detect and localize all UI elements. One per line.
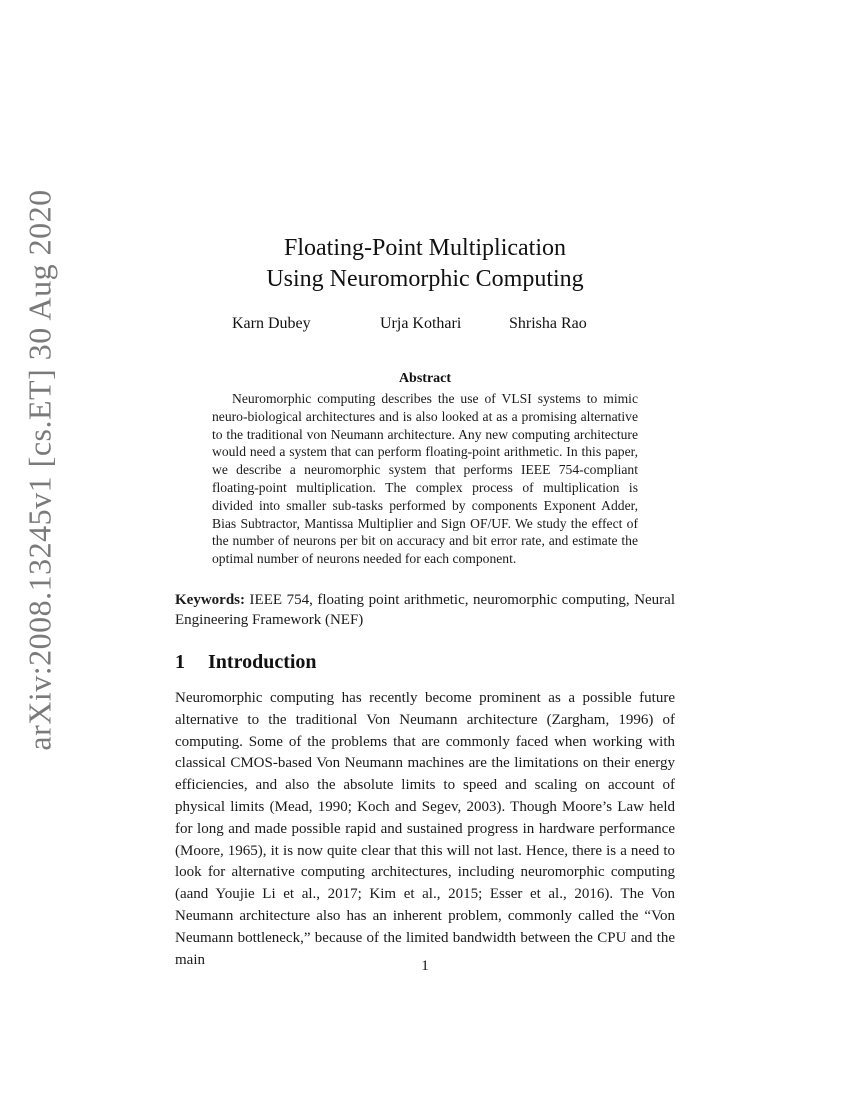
section-heading: [175, 651, 317, 674]
page-number: 1: [421, 958, 429, 974]
abstract-heading: Abstract: [398, 371, 452, 386]
author-name: Karn Dubey: [232, 315, 311, 332]
title-line-1: Floating-Point Multiplication: [284, 235, 566, 261]
keywords-label: Keywords:: [175, 592, 245, 608]
abstract-body: Neuromorphic computing describes the use of VLSI systems to mimic neuro-biological architectures and is also looked at as a promising alternative to the traditional von Neumann architecture. Any new computing architecture would need a system that can perform floating-point arithmetic. In this paper, we describe a neuromorphic system that performs IEEE 754-compliant floating-point multiplication. The complex process of multiplication is divided into smaller sub-tasks performed by components Exponent Adder, Bias Subtractor, Mantissa Multiplier and Sign OF/UF. We study the effect of the number of neurons per bit on accuracy and bit error rate, and estimate the optimal number of neurons needed for each component.: [212, 391, 638, 567]
title-line-2: Using Neuromorphic Computing: [266, 266, 584, 292]
paper-title: [175, 233, 675, 295]
section-title: Introduction: [208, 651, 317, 673]
author-name: Urja Kothari: [380, 315, 462, 332]
section-number: 1: [175, 651, 185, 673]
keywords-block: [175, 590, 675, 630]
keywords-text: IEEE 754, floating point arithmetic, neuromorphic computing, Neural Engineering Framework (NEF): [175, 592, 676, 628]
arxiv-identifier-stamp: arXiv:2008.13245v1 [cs.ET] 30 Aug 2020: [21, 189, 58, 751]
introduction-paragraph: Neuromorphic computing has recently become prominent as a possible future alternative to the traditional Von Neumann architecture (Zargham, 1996) of computing. Some of the problems that are commonly faced when working with classical CMOS-based Von Neumann machines are the limitations on their energy efficiencies, and also the absolute limits to speed and scaling on account of physical limits (Mead, 1990; Koch and Segev, 2003). Though Moore’s Law held for long and made possible rapid and sustained progress in hardware performance (Moore, 1965), it is now quite clear that this will not last. Hence, there is a need to look for alternative computing architectures, including neuromorphic computing (aand Youjie Li et al., 2017; Kim et al., 2015; Esser et al., 2016). The Von Neumann architecture also has an inherent problem, commonly called the “Von Neumann bottleneck,” because of the limited bandwidth between the CPU and the main: [175, 690, 675, 968]
author-name: Shrisha Rao: [509, 315, 587, 332]
